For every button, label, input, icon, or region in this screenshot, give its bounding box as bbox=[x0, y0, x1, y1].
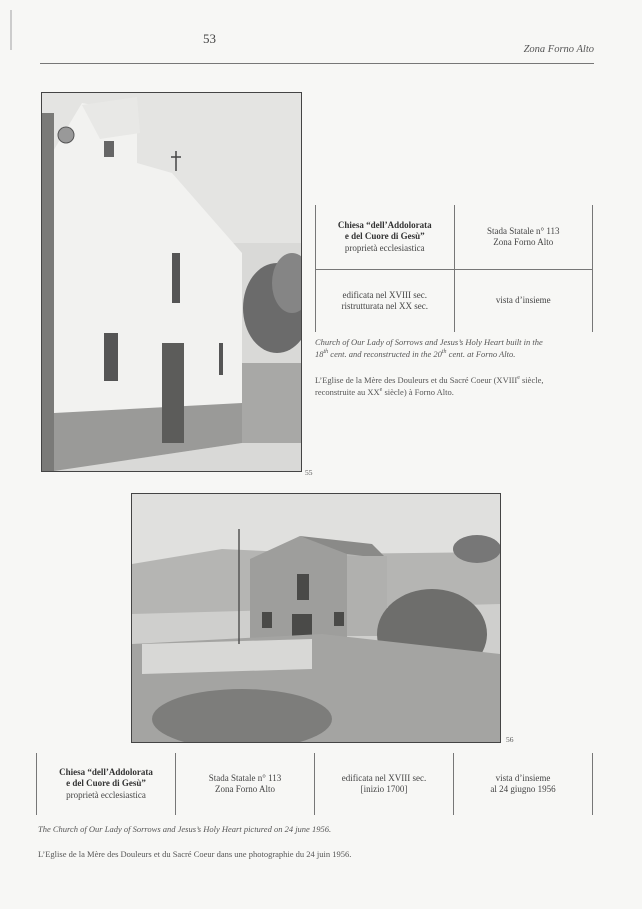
church-1956-photo bbox=[131, 493, 501, 743]
caption-english-56: The Church of Our Lady of Sorrows and Jesus’s Holy Heart pictured on 24 june 1956. bbox=[38, 824, 332, 834]
page-edge-mark bbox=[10, 10, 12, 50]
view-cell: vista d’insieme bbox=[454, 270, 593, 333]
caption-table-56 bbox=[36, 753, 593, 815]
running-title: Zona Forno Alto bbox=[523, 44, 594, 55]
church-front-photo bbox=[41, 92, 302, 472]
church-name-cell: Chiesa “dell’Addolorata e del Cuore di Gesù” proprietà ecclesiastica bbox=[316, 205, 455, 270]
church-front-image bbox=[42, 93, 301, 471]
caption-french-56: L’Eglise de la Mère des Douleurs et du Sacré Coeur dans une photographie du 24 juin 1956. bbox=[38, 849, 352, 859]
location-cell: Stada Statale n° 113 Zona Forno Alto bbox=[454, 205, 593, 270]
header-rule bbox=[40, 63, 594, 64]
church-1956-image bbox=[132, 494, 500, 742]
caption-table-55 bbox=[315, 205, 593, 332]
location-cell: Stada Statale n° 113 Zona Forno Alto bbox=[176, 753, 315, 815]
view-cell: vista d’insieme al 24 giugno 1956 bbox=[454, 753, 593, 815]
photo-number-55: 55 bbox=[305, 468, 313, 477]
page-number: 53 bbox=[203, 31, 216, 46]
photo-number-56: 56 bbox=[506, 735, 514, 744]
date-cell: edificata nel XVIII sec. ristrutturata nel XX sec. bbox=[316, 270, 455, 333]
caption-english-55: Church of Our Lady of Sorrows and Jesus’s Holy Heart built in the 18th cent. and reconstructed in the 20th cent. at Forno Alto. bbox=[315, 337, 543, 360]
church-name-cell: Chiesa “dell’Addolorata e del Cuore di Gesù” proprietà ecclesiastica bbox=[37, 753, 176, 815]
date-cell: edificata nel XVIII sec. [inizio 1700] bbox=[315, 753, 454, 815]
caption-french-55: L’Eglise de la Mère des Douleurs et du Sacré Coeur (XVIIIe siècle, reconstruite au XXe siècle) à Forno Alto. bbox=[315, 374, 544, 398]
